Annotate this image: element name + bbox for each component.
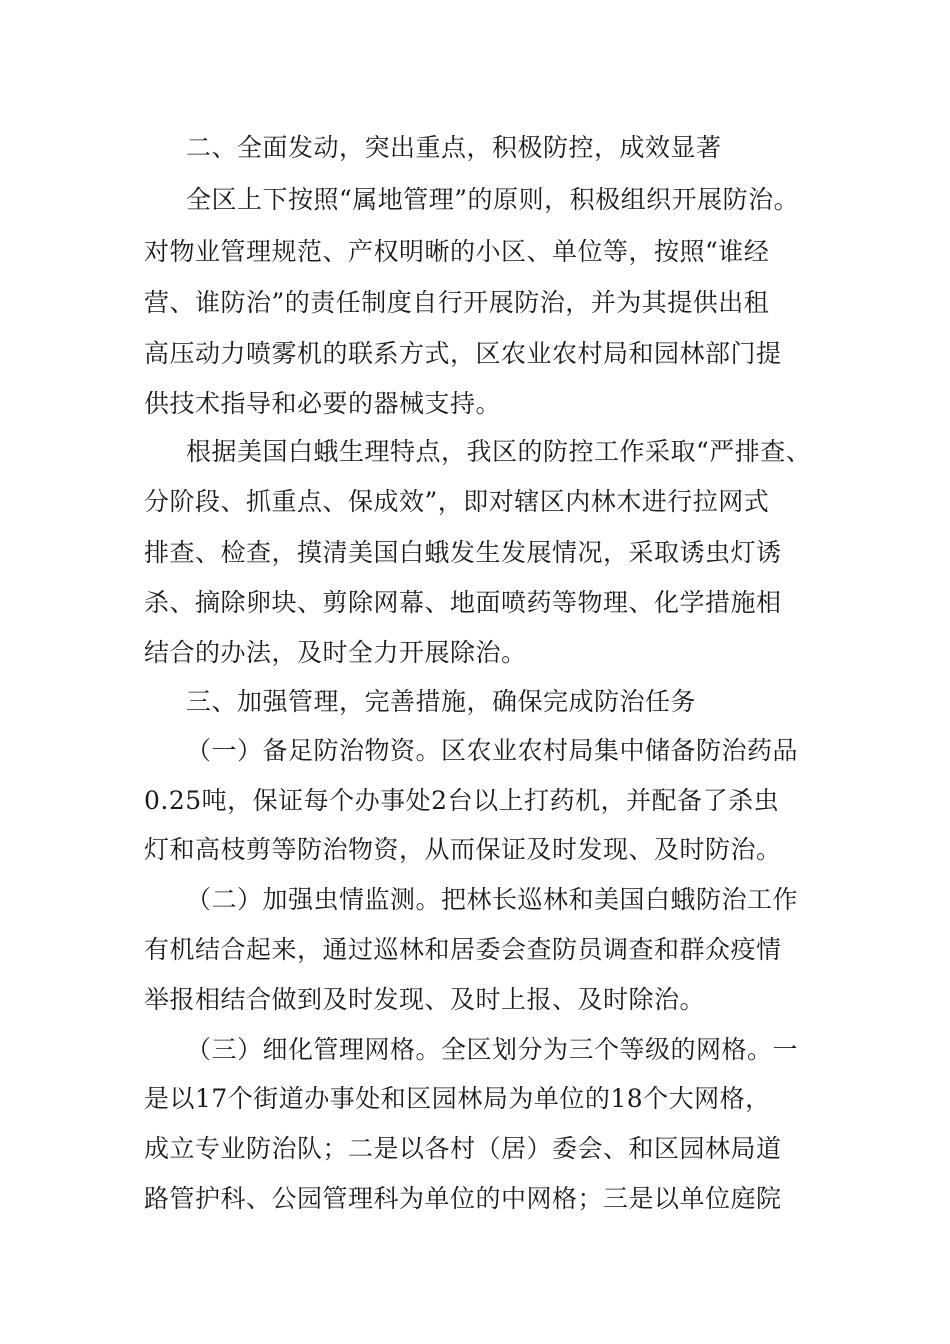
paragraph-line: 全区上下按照“属地管理”的原则，积极组织开展防治。 [186, 185, 800, 214]
paragraph-line: 排查、检查，摸清美国白蛾发生发展情况，采取诱虫灯诱 [144, 538, 782, 567]
paragraph-line: 根据美国白蛾生理特点，我区的防控工作采取“严排查、 [186, 437, 812, 466]
section-heading: 二、全面发动，突出重点，积极防控，成效显著 [186, 133, 722, 162]
paragraph-line: 0.25吨，保证每个办事处2台以上打药机，并配备了杀虫 [144, 786, 780, 815]
paragraph-line: 有机结合起来，通过巡林和居委会查防员调查和群众疫情 [144, 935, 782, 964]
paragraph-line: 杀、摘除卵块、剪除网幕、地面喷药等物理、化学措施相 [144, 588, 782, 617]
section-heading: 三、加强管理，完善措施，确保完成防治任务 [186, 687, 697, 716]
paragraph-line: 供技术指导和必要的器械支持。 [144, 389, 502, 418]
paragraph-line: 高压动力喷雾机的联系方式，区农业农村局和园林部门提 [144, 339, 782, 368]
paragraph-line: 结合的办法，及时全力开展除治。 [144, 638, 527, 667]
paragraph-line: 营、谁防治”的责任制度自行开展防治，并为其提供出租 [144, 288, 770, 317]
paragraph-line: 分阶段、抓重点、保成效”，即对辖区内林木进行拉网式 [144, 487, 770, 516]
paragraph-line: 举报相结合做到及时发现、及时上报、及时除治。 [144, 985, 706, 1014]
paragraph-line: 对物业管理规范、产权明晰的小区、单位等，按照“谁经 [144, 237, 770, 266]
paragraph-line: 灯和高枝剪等防治物资，从而保证及时发现、及时防治。 [144, 835, 782, 864]
paragraph-line: （二）加强虫情监测。把林长巡林和美国白蛾防治工作 [186, 885, 799, 914]
paragraph-line: （一）备足防治物资。区农业农村局集中储备防治药品 [186, 736, 799, 765]
paragraph-line: 成立专业防治队；二是以各村（居）委会、和区园林局道 [144, 1134, 782, 1163]
paragraph-line: 路管护科、公园管理科为单位的中网格；三是以单位庭院 [144, 1184, 782, 1213]
paragraph-line: （三）细化管理网格。全区划分为三个等级的网格。一 [186, 1035, 799, 1064]
paragraph-line: 是以17个街道办事处和区园林局为单位的18个大网格， [144, 1084, 771, 1113]
